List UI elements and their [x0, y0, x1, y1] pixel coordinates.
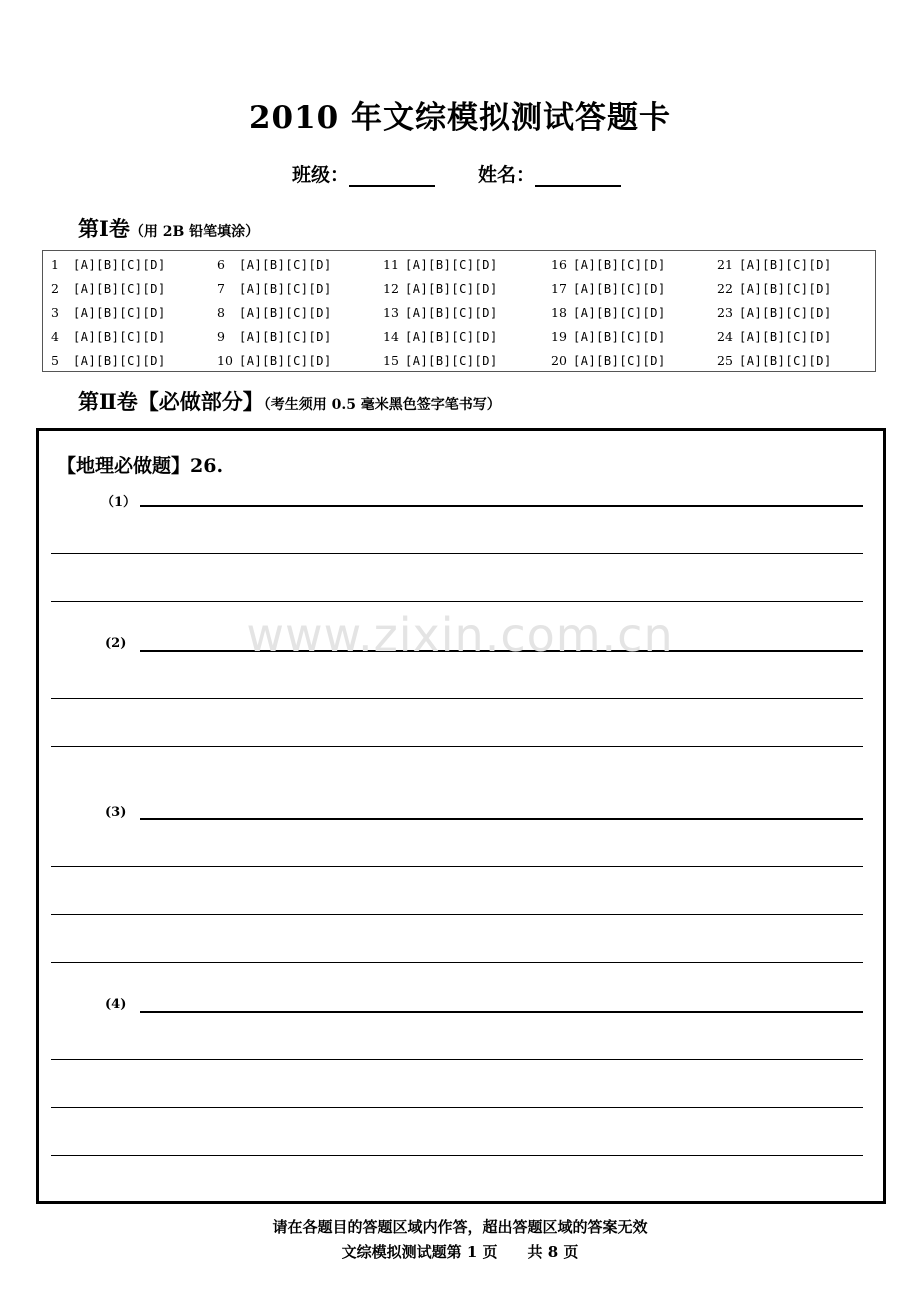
class-blank[interactable] — [349, 165, 435, 187]
mc-item[interactable] — [717, 329, 832, 344]
mc-item[interactable] — [717, 305, 832, 320]
mc-item[interactable] — [551, 329, 666, 344]
mc-options[interactable]: [A][B][C][D] — [239, 330, 332, 344]
answer-line[interactable] — [51, 601, 863, 602]
mc-item[interactable] — [383, 281, 498, 296]
mc-item[interactable] — [51, 305, 166, 320]
mc-number: 3 — [51, 305, 59, 320]
mc-number: 21 — [717, 257, 733, 272]
mc-options[interactable]: [A][B][C][D] — [73, 354, 166, 368]
mc-options[interactable]: [A][B][C][D] — [73, 306, 166, 320]
answer-line[interactable] — [51, 866, 863, 867]
mc-options[interactable]: [A][B][C][D] — [239, 282, 332, 296]
mc-number: 22 — [717, 281, 733, 296]
mc-number: 8 — [217, 305, 225, 320]
name-field — [478, 160, 621, 187]
mc-options[interactable]: [A][B][C][D] — [573, 330, 666, 344]
mc-number: 2 — [51, 281, 59, 296]
mc-number: 14 — [383, 329, 399, 344]
answer-line[interactable] — [51, 914, 863, 915]
mc-item[interactable] — [217, 353, 332, 368]
mc-number: 12 — [383, 281, 399, 296]
mc-options[interactable]: [A][B][C][D] — [739, 258, 832, 272]
mc-number: 13 — [383, 305, 399, 320]
class-field — [292, 160, 435, 187]
mc-item[interactable] — [51, 281, 166, 296]
answer-line[interactable] — [51, 698, 863, 699]
name-label: 姓名： — [478, 164, 536, 186]
mc-options[interactable]: [A][B][C][D] — [239, 258, 332, 272]
mc-options[interactable]: [A][B][C][D] — [239, 306, 332, 320]
answer-line[interactable] — [140, 505, 863, 507]
mc-number: 17 — [551, 281, 567, 296]
part1-heading — [78, 213, 259, 243]
class-label: 班级： — [292, 164, 350, 186]
part2-title: 第Ⅱ卷【必做部分】 — [78, 389, 264, 414]
answer-line[interactable] — [51, 962, 863, 963]
mc-item[interactable] — [217, 257, 332, 272]
name-blank[interactable] — [535, 165, 621, 187]
mc-number: 1 — [51, 257, 59, 272]
mc-item[interactable] — [383, 257, 498, 272]
sub-question-label: (3) — [105, 805, 127, 820]
watermark: www.zixin.com.cn — [246, 608, 674, 662]
page-title: 2010 年文综模拟测试答题卡 — [248, 100, 672, 136]
mc-item[interactable] — [717, 281, 832, 296]
mc-item[interactable] — [551, 305, 666, 320]
mc-item[interactable] — [551, 353, 666, 368]
mc-options[interactable]: [A][B][C][D] — [739, 330, 832, 344]
mc-item[interactable] — [51, 329, 166, 344]
mc-item[interactable] — [383, 305, 498, 320]
mc-number: 24 — [717, 329, 733, 344]
part2-heading — [78, 386, 501, 416]
mc-number: 10 — [217, 353, 233, 368]
mc-item[interactable] — [717, 353, 832, 368]
mc-number: 25 — [717, 353, 733, 368]
mc-options[interactable]: [A][B][C][D] — [573, 306, 666, 320]
mc-number: 6 — [217, 257, 225, 272]
mc-options[interactable]: [A][B][C][D] — [739, 354, 832, 368]
answer-line[interactable] — [51, 1059, 863, 1060]
mc-options[interactable]: [A][B][C][D] — [405, 258, 498, 272]
part1-title: 第Ⅰ卷 — [78, 216, 130, 241]
answer-line[interactable] — [51, 1155, 863, 1156]
footer-instruction: 请在各题目的答题区域内作答，超出答题区域的答案无效 — [272, 1218, 648, 1236]
part2-note: （考生须用 0.5 毫米黑色签字笔书写） — [263, 397, 501, 413]
mc-item[interactable] — [551, 257, 666, 272]
mc-number: 18 — [551, 305, 567, 320]
mc-options[interactable]: [A][B][C][D] — [73, 330, 166, 344]
sub-question-label: （1） — [101, 495, 137, 510]
mc-item[interactable] — [383, 353, 498, 368]
mc-number: 20 — [551, 353, 567, 368]
mc-item[interactable] — [717, 257, 832, 272]
sub-question-label: (4) — [105, 997, 127, 1012]
mc-options[interactable]: [A][B][C][D] — [73, 258, 166, 272]
mc-item[interactable] — [51, 257, 166, 272]
mc-options[interactable]: [A][B][C][D] — [405, 282, 498, 296]
mc-item[interactable] — [217, 329, 332, 344]
mc-options[interactable]: [A][B][C][D] — [239, 354, 332, 368]
mc-number: 19 — [551, 329, 567, 344]
mc-options[interactable]: [A][B][C][D] — [405, 330, 498, 344]
mc-number: 9 — [217, 329, 225, 344]
mc-number: 23 — [717, 305, 733, 320]
footer-page-info: 文综模拟测试题第 1 页 共 8 页 — [341, 1243, 579, 1261]
mc-item[interactable] — [217, 281, 332, 296]
answer-area[interactable] — [36, 428, 886, 1204]
answer-line[interactable] — [140, 818, 863, 820]
sub-question-label: (2) — [105, 636, 127, 651]
mc-number: 7 — [217, 281, 225, 296]
mc-item[interactable] — [551, 281, 666, 296]
multiple-choice-grid — [42, 250, 876, 372]
mc-options[interactable]: [A][B][C][D] — [405, 354, 498, 368]
mc-options[interactable]: [A][B][C][D] — [405, 306, 498, 320]
answer-line[interactable] — [51, 553, 863, 554]
answer-line[interactable] — [51, 1107, 863, 1108]
mc-options[interactable]: [A][B][C][D] — [73, 282, 166, 296]
question-heading: 【地理必做题】26. — [57, 455, 224, 477]
mc-options[interactable]: [A][B][C][D] — [573, 258, 666, 272]
mc-options[interactable]: [A][B][C][D] — [739, 282, 832, 296]
mc-options[interactable]: [A][B][C][D] — [573, 282, 666, 296]
mc-number: 11 — [383, 257, 399, 272]
mc-item[interactable] — [383, 329, 498, 344]
mc-number: 15 — [383, 353, 399, 368]
mc-number: 4 — [51, 329, 59, 344]
mc-number: 16 — [551, 257, 567, 272]
answer-line[interactable] — [51, 746, 863, 747]
mc-options[interactable]: [A][B][C][D] — [739, 306, 832, 320]
mc-item[interactable] — [51, 353, 166, 368]
answer-line[interactable] — [140, 1011, 863, 1013]
part1-note: （用 2B 铅笔填涂） — [129, 224, 260, 240]
mc-number: 5 — [51, 353, 59, 368]
mc-options[interactable]: [A][B][C][D] — [573, 354, 666, 368]
mc-item[interactable] — [217, 305, 332, 320]
